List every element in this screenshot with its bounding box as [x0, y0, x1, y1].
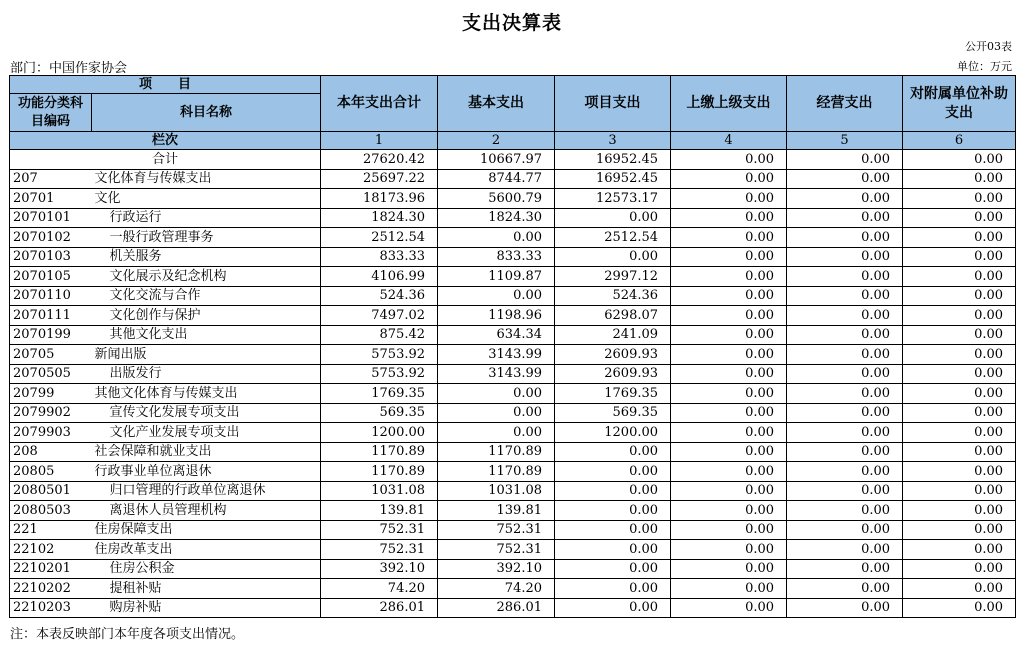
department-label: 部门：中国作家协会: [10, 61, 128, 76]
amount-cell: 875.42: [321, 325, 438, 345]
subject-name: 归口管理的行政单位离退休: [92, 481, 321, 501]
subject-code: 2080501: [10, 481, 92, 501]
subject-code: 2070199: [10, 325, 92, 345]
amount-cell: 0.00: [555, 579, 671, 599]
table-row: [10, 403, 1016, 423]
amount-cell: 0.00: [438, 286, 555, 306]
amount-cell: 0.00: [903, 481, 1016, 501]
amount-cell: 0.00: [555, 208, 671, 228]
subject-code: 2210203: [10, 598, 92, 618]
col-number: 4: [671, 132, 787, 150]
col-header-remit: 上缴上级支出: [671, 76, 787, 132]
amount-cell: 0.00: [787, 462, 903, 482]
table-row: [10, 579, 1016, 599]
subject-name: 其他文化体育与传媒支出: [92, 384, 321, 404]
total-cell: 0.00: [671, 150, 787, 170]
subject-name: 住房改革支出: [92, 540, 321, 560]
amount-cell: 752.31: [321, 540, 438, 560]
table-row: [10, 501, 1016, 521]
amount-cell: 139.81: [321, 501, 438, 521]
amount-cell: 0.00: [671, 462, 787, 482]
amount-cell: 0.00: [555, 247, 671, 267]
amount-cell: 1031.08: [438, 481, 555, 501]
amount-cell: 0.00: [787, 325, 903, 345]
amount-cell: 12573.17: [555, 189, 671, 209]
amount-cell: 0.00: [438, 384, 555, 404]
amount-cell: 752.31: [438, 520, 555, 540]
table-row: [10, 462, 1016, 482]
amount-cell: 139.81: [438, 501, 555, 521]
col-header-subsidy: 对附属单位补助支出: [903, 76, 1016, 132]
subject-code: 2070105: [10, 267, 92, 287]
amount-cell: 0.00: [555, 520, 671, 540]
amount-cell: 0.00: [903, 559, 1016, 579]
amount-cell: 0.00: [438, 423, 555, 443]
amount-cell: 1824.30: [438, 208, 555, 228]
amount-cell: 0.00: [787, 442, 903, 462]
amount-cell: 0.00: [903, 286, 1016, 306]
subject-name: 购房补贴: [92, 598, 321, 618]
amount-cell: 833.33: [321, 247, 438, 267]
amount-cell: 0.00: [671, 247, 787, 267]
amount-cell: 0.00: [555, 442, 671, 462]
subject-name: 文化展示及纪念机构: [92, 267, 321, 287]
subject-name: 提租补贴: [92, 579, 321, 599]
table-row: [10, 189, 1016, 209]
subject-name: 出版发行: [92, 364, 321, 384]
subject-name: 住房保障支出: [92, 520, 321, 540]
subject-name: 行政事业单位离退休: [92, 462, 321, 482]
col-number: 3: [555, 132, 671, 150]
table-row: [10, 208, 1016, 228]
subject-name-header: 科目名称: [92, 94, 321, 132]
total-label: 合计: [10, 150, 321, 170]
amount-cell: 0.00: [787, 189, 903, 209]
amount-cell: 1200.00: [321, 423, 438, 443]
subject-name: 文化产业发展专项支出: [92, 423, 321, 443]
col-number: 1: [321, 132, 438, 150]
subject-name: 机关服务: [92, 247, 321, 267]
amount-cell: 0.00: [555, 598, 671, 618]
subject-code: 221: [10, 520, 92, 540]
subject-code: 2070110: [10, 286, 92, 306]
amount-cell: 0.00: [787, 501, 903, 521]
amount-cell: 2609.93: [555, 345, 671, 365]
amount-cell: 1200.00: [555, 423, 671, 443]
amount-cell: 0.00: [671, 579, 787, 599]
expenditure-table: [9, 75, 1016, 618]
amount-cell: 0.00: [787, 364, 903, 384]
subject-name: 住房公积金: [92, 559, 321, 579]
col-number: 5: [787, 132, 903, 150]
amount-cell: 0.00: [903, 520, 1016, 540]
amount-cell: 0.00: [671, 267, 787, 287]
amount-cell: 0.00: [671, 228, 787, 248]
amount-cell: 0.00: [671, 442, 787, 462]
amount-cell: 0.00: [787, 286, 903, 306]
subject-code: 2210201: [10, 559, 92, 579]
amount-cell: 0.00: [438, 228, 555, 248]
amount-cell: 74.20: [321, 579, 438, 599]
subject-code: 2070111: [10, 306, 92, 326]
amount-cell: 0.00: [787, 520, 903, 540]
amount-cell: 569.35: [321, 403, 438, 423]
amount-cell: 0.00: [903, 540, 1016, 560]
table-row: [10, 384, 1016, 404]
subject-code: 2079903: [10, 423, 92, 443]
subject-name: 其他文化支出: [92, 325, 321, 345]
table-code: 公开03表: [965, 40, 1012, 53]
amount-cell: 0.00: [903, 228, 1016, 248]
table-row: [10, 559, 1016, 579]
amount-cell: 0.00: [555, 540, 671, 560]
amount-cell: 0.00: [903, 423, 1016, 443]
amount-cell: 2997.12: [555, 267, 671, 287]
table-row: [10, 481, 1016, 501]
amount-cell: 0.00: [787, 423, 903, 443]
subject-code: 2070103: [10, 247, 92, 267]
subject-code: 20701: [10, 189, 92, 209]
amount-cell: 634.34: [438, 325, 555, 345]
amount-cell: 4106.99: [321, 267, 438, 287]
amount-cell: 1198.96: [438, 306, 555, 326]
unit-label: 单位：万元: [957, 60, 1012, 73]
col-header-total: 本年支出合计: [321, 76, 438, 132]
subject-name: 文化交流与合作: [92, 286, 321, 306]
amount-cell: 0.00: [671, 169, 787, 189]
amount-cell: 0.00: [787, 384, 903, 404]
amount-cell: 0.00: [787, 247, 903, 267]
amount-cell: 0.00: [787, 208, 903, 228]
amount-cell: 0.00: [671, 520, 787, 540]
amount-cell: 0.00: [903, 579, 1016, 599]
amount-cell: 0.00: [903, 325, 1016, 345]
amount-cell: 1824.30: [321, 208, 438, 228]
amount-cell: 18173.96: [321, 189, 438, 209]
amount-cell: 3143.99: [438, 345, 555, 365]
amount-cell: 0.00: [671, 364, 787, 384]
subject-code: 208: [10, 442, 92, 462]
amount-cell: 0.00: [787, 169, 903, 189]
amount-cell: 2512.54: [555, 228, 671, 248]
amount-cell: 1170.89: [438, 462, 555, 482]
table-row: [10, 228, 1016, 248]
table-row: [10, 169, 1016, 189]
table-row: [10, 520, 1016, 540]
amount-cell: 0.00: [903, 364, 1016, 384]
amount-cell: 0.00: [787, 267, 903, 287]
func-code-header: 功能分类科目编码: [10, 94, 92, 132]
amount-cell: 0.00: [787, 579, 903, 599]
amount-cell: 0.00: [787, 598, 903, 618]
amount-cell: 286.01: [321, 598, 438, 618]
total-cell: 16952.45: [555, 150, 671, 170]
amount-cell: 0.00: [787, 228, 903, 248]
amount-cell: 0.00: [903, 403, 1016, 423]
table-row: [10, 306, 1016, 326]
table-row: [10, 364, 1016, 384]
amount-cell: 833.33: [438, 247, 555, 267]
amount-cell: 0.00: [903, 306, 1016, 326]
amount-cell: 8744.77: [438, 169, 555, 189]
table-row: [10, 286, 1016, 306]
amount-cell: 0.00: [555, 501, 671, 521]
report-title: 支出决算表: [461, 12, 562, 34]
amount-cell: 752.31: [321, 520, 438, 540]
table-row: [10, 267, 1016, 287]
amount-cell: 0.00: [787, 345, 903, 365]
table-row: [10, 442, 1016, 462]
amount-cell: 3143.99: [438, 364, 555, 384]
subject-code: 2070505: [10, 364, 92, 384]
amount-cell: 1031.08: [321, 481, 438, 501]
subject-name: 新闻出版: [92, 345, 321, 365]
amount-cell: 0.00: [555, 481, 671, 501]
amount-cell: 0.00: [555, 462, 671, 482]
subject-name: 一般行政管理事务: [92, 228, 321, 248]
amount-cell: 524.36: [555, 286, 671, 306]
total-cell: 0.00: [903, 150, 1016, 170]
footnote: 注：本表反映部门本年度各项支出情况。: [10, 627, 245, 642]
amount-cell: 0.00: [787, 306, 903, 326]
col-header-operating: 经营支出: [787, 76, 903, 132]
amount-cell: 7497.02: [321, 306, 438, 326]
subject-code: 207: [10, 169, 92, 189]
table-row: [10, 247, 1016, 267]
subject-code: 20799: [10, 384, 92, 404]
amount-cell: 0.00: [671, 559, 787, 579]
subject-code: 20805: [10, 462, 92, 482]
amount-cell: 5753.92: [321, 364, 438, 384]
table-row: [10, 540, 1016, 560]
amount-cell: 0.00: [671, 189, 787, 209]
amount-cell: 569.35: [555, 403, 671, 423]
amount-cell: 25697.22: [321, 169, 438, 189]
amount-cell: 0.00: [671, 286, 787, 306]
amount-cell: 6298.07: [555, 306, 671, 326]
total-cell: 0.00: [787, 150, 903, 170]
amount-cell: 0.00: [787, 540, 903, 560]
amount-cell: 0.00: [671, 423, 787, 443]
amount-cell: 2512.54: [321, 228, 438, 248]
amount-cell: 1769.35: [321, 384, 438, 404]
subject-name: 文化: [92, 189, 321, 209]
amount-cell: 0.00: [671, 306, 787, 326]
amount-cell: 0.00: [671, 540, 787, 560]
amount-cell: 392.10: [438, 559, 555, 579]
total-cell: 10667.97: [438, 150, 555, 170]
col-index-label: 栏次: [10, 132, 321, 150]
amount-cell: 241.09: [555, 325, 671, 345]
subject-code: 2070101: [10, 208, 92, 228]
amount-cell: 0.00: [903, 267, 1016, 287]
amount-cell: 286.01: [438, 598, 555, 618]
col-number: 6: [903, 132, 1016, 150]
amount-cell: 0.00: [903, 598, 1016, 618]
amount-cell: 0.00: [671, 208, 787, 228]
amount-cell: 5600.79: [438, 189, 555, 209]
amount-cell: 1109.87: [438, 267, 555, 287]
subject-code: 2080503: [10, 501, 92, 521]
amount-cell: 2609.93: [555, 364, 671, 384]
table-row: [10, 325, 1016, 345]
amount-cell: 0.00: [438, 403, 555, 423]
subject-code: 20705: [10, 345, 92, 365]
amount-cell: 524.36: [321, 286, 438, 306]
amount-cell: 0.00: [903, 462, 1016, 482]
amount-cell: 392.10: [321, 559, 438, 579]
col-number: 2: [438, 132, 555, 150]
amount-cell: 5753.92: [321, 345, 438, 365]
col-header-project: 项目支出: [555, 76, 671, 132]
amount-cell: 0.00: [787, 481, 903, 501]
table-row: [10, 598, 1016, 618]
subject-code: 2079902: [10, 403, 92, 423]
amount-cell: 0.00: [903, 189, 1016, 209]
subject-code: 2210202: [10, 579, 92, 599]
amount-cell: 0.00: [903, 384, 1016, 404]
subject-name: 宣传文化发展专项支出: [92, 403, 321, 423]
amount-cell: 0.00: [903, 442, 1016, 462]
amount-cell: 0.00: [555, 559, 671, 579]
amount-cell: 0.00: [903, 345, 1016, 365]
col-header-basic: 基本支出: [438, 76, 555, 132]
subject-name: 社会保障和就业支出: [92, 442, 321, 462]
subject-name: 离退休人员管理机构: [92, 501, 321, 521]
amount-cell: 74.20: [438, 579, 555, 599]
subject-name: 文化体育与传媒支出: [92, 169, 321, 189]
item-header: 项 目: [10, 76, 321, 94]
amount-cell: 0.00: [903, 247, 1016, 267]
amount-cell: 1769.35: [555, 384, 671, 404]
amount-cell: 0.00: [671, 403, 787, 423]
amount-cell: 16952.45: [555, 169, 671, 189]
amount-cell: 1170.89: [438, 442, 555, 462]
total-row: [10, 150, 1016, 170]
total-cell: 27620.42: [321, 150, 438, 170]
amount-cell: 0.00: [671, 345, 787, 365]
amount-cell: 0.00: [671, 384, 787, 404]
amount-cell: 0.00: [787, 559, 903, 579]
subject-name: 行政运行: [92, 208, 321, 228]
subject-code: 2070102: [10, 228, 92, 248]
amount-cell: 0.00: [903, 169, 1016, 189]
amount-cell: 0.00: [671, 325, 787, 345]
table-row: [10, 345, 1016, 365]
amount-cell: 0.00: [671, 481, 787, 501]
amount-cell: 0.00: [903, 208, 1016, 228]
subject-name: 文化创作与保护: [92, 306, 321, 326]
amount-cell: 752.31: [438, 540, 555, 560]
table-row: [10, 423, 1016, 443]
subject-code: 22102: [10, 540, 92, 560]
amount-cell: 1170.89: [321, 442, 438, 462]
amount-cell: 0.00: [671, 598, 787, 618]
amount-cell: 0.00: [903, 501, 1016, 521]
amount-cell: 0.00: [787, 403, 903, 423]
amount-cell: 1170.89: [321, 462, 438, 482]
amount-cell: 0.00: [671, 501, 787, 521]
